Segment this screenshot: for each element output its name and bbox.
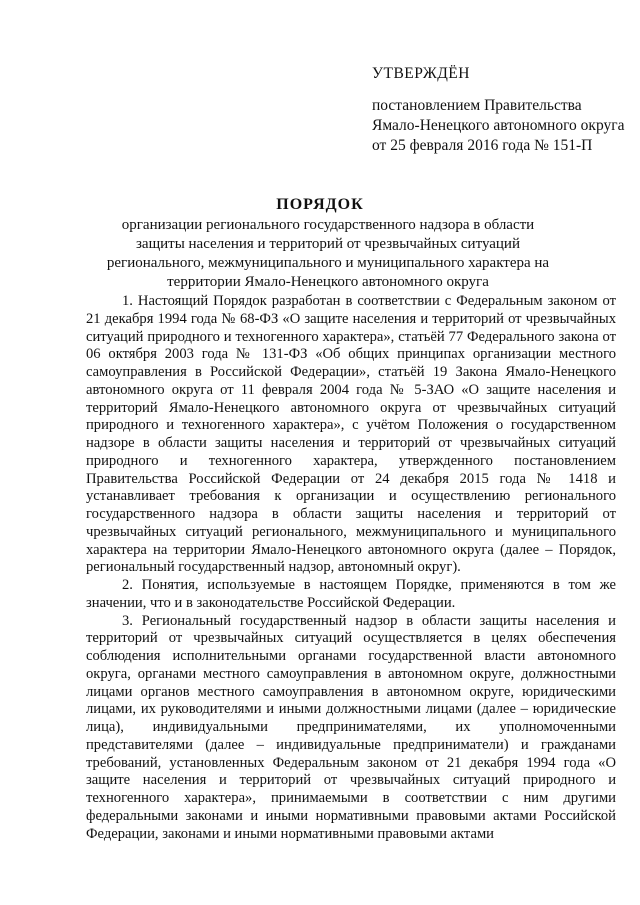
document-subtitle: организации регионального государственного надзора в области защиты населения и территорий от чрезвычайных ситуаций регионального, межмуниципального и муниципального характера на территории Ямало-Ненецкого автономного округа [106,217,550,290]
document-title: ПОРЯДОК [276,196,364,213]
approval-line-3: от 25 февраля 2016 года № 151-П [372,137,593,154]
paragraph-3: 3. Региональный государственный надзор в области защиты населения и территорий от чрезвычайных ситуаций осуществляется в целях обеспечения соблюдения исполнительными органами государственной власти автономного округа, органами местного самоуправления в автономном округе, должностными лицами органов местного самоуправления в автономном округе, юридическими лицами, их руководителями и иными должностными лицами (далее – юридические лица), индивидуальными предпринимателями, их уполномоченными представителями (далее – индивидуальные предприниматели) и гражданами требований, установленных Федеральным законом от 21 декабря 1994 года «О защите населения и территорий от чрезвычайных ситуаций природного и техногенного характера», принимаемыми в соответствии с ним другими федеральными законами и иными нормативными правовыми актами Российской Федерации, законами и иными нормативными правовыми актами [86,612,616,842]
approval-stamp [372,64,624,156]
approval-heading: УТВЕРЖДЁН [372,65,470,82]
paragraph-2: 2. Понятия, используемые в настоящем Порядке, применяются в том же значении, что и в законодательстве Российской Федерации. [86,577,616,611]
document-body [86,293,616,843]
approval-line-1: постановлением Правительства [372,97,582,114]
approval-line-2: Ямало-Ненецкого автономного округа [372,117,625,134]
paragraph-1: 1. Настоящий Порядок разработан в соответствии с Федеральным законом от 21 декабря 1994 года № 68-ФЗ «О защите населения и территорий от чрезвычайных ситуаций природного и техногенного характера», статьёй 77 Федерального закона от 06 октября 2003 года № 131-ФЗ «Об общих принципах организации местного самоуправления в Российской Федерации», статьёй 19 Закона Ямало-Ненецкого автономного округа от 11 февраля 2004 года № 5-ЗАО «О защите населения и территорий Ямало-Ненецкого автономного округа от чрезвычайных ситуаций природного и техногенного характера», с учётом Положения о государственном надзоре в области защиты населения и территорий от чрезвычайных ситуаций природного и техногенного характера, утвержденного постановлением Правительства Российской Федерации от 24 декабря 2015 года № 1418 и устанавливает требования к организации и осуществлению регионального государственного надзора в области защиты населения и территорий от чрезвычайных ситуаций регионального, межмуниципального и муниципального характера на территории Ямало-Ненецкого автономного округа (далее – Порядок, региональный государственный надзор, автономный округ). [86,293,616,576]
